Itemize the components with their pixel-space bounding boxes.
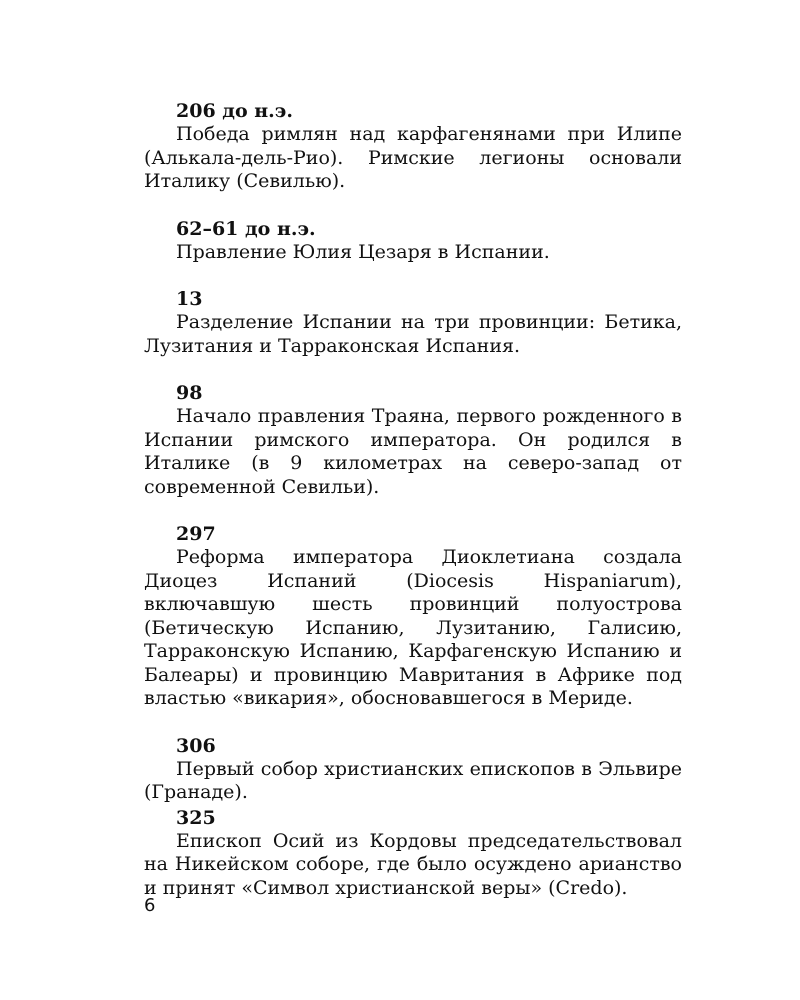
- entry-text: Епископ Осий из Кордовы председательствовал на Никейском соборе, где было осуждено арианство и принят «Символ христианской веры» (Credo).: [144, 829, 682, 899]
- entry-text: Разделение Испании на три провинции: Бетика, Лузитания и Тарраконская Испания.: [144, 311, 682, 357]
- entry-year: 325: [176, 806, 216, 829]
- timeline-entry: [144, 807, 682, 901]
- entry-text: Начало правления Траяна, первого рожденного в Испании римского императора. Он родился в Италике (в 9 километрах на северо-запад от современной Севильи).: [144, 405, 682, 498]
- timeline-entry: [144, 218, 682, 265]
- entry-year: 206 до н.э.: [176, 100, 293, 122]
- timeline-entry: [144, 382, 682, 499]
- page-content: [144, 100, 682, 924]
- entry-text: Правление Юлия Цезаря в Испании.: [176, 240, 550, 263]
- entry-year: 98: [176, 382, 203, 404]
- entry-year: 306: [176, 734, 216, 757]
- page-number: 6: [144, 895, 156, 916]
- timeline-entry: [144, 100, 682, 194]
- timeline-entry: [144, 523, 682, 711]
- entry-text: Победа римлян над карфагенянами при Илипе (Алькала-дель-Рио). Римские легионы основали Италику (Севилью).: [144, 123, 682, 192]
- timeline-entry: [144, 735, 682, 805]
- entry-year: 62–61 до н.э.: [176, 217, 316, 240]
- entry-text: Первый собор христианских епископов в Эльвире (Гранаде).: [144, 757, 682, 803]
- entry-year: 297: [176, 523, 216, 545]
- entry-text: Реформа императора Диоклетиана создала Диоцез Испаний (Diocesis Hispaniarum), включавшую шесть провинций полуострова (Бетическую Испанию, Лузитанию, Галисию, Тарраконскую Испанию, Карфагенскую Испанию и Балеары) и провинцию Мавритания в Африке под властью «викария», обосновавшегося в Мериде.: [144, 546, 682, 709]
- entry-year: 13: [176, 288, 203, 310]
- timeline-entry: [144, 288, 682, 358]
